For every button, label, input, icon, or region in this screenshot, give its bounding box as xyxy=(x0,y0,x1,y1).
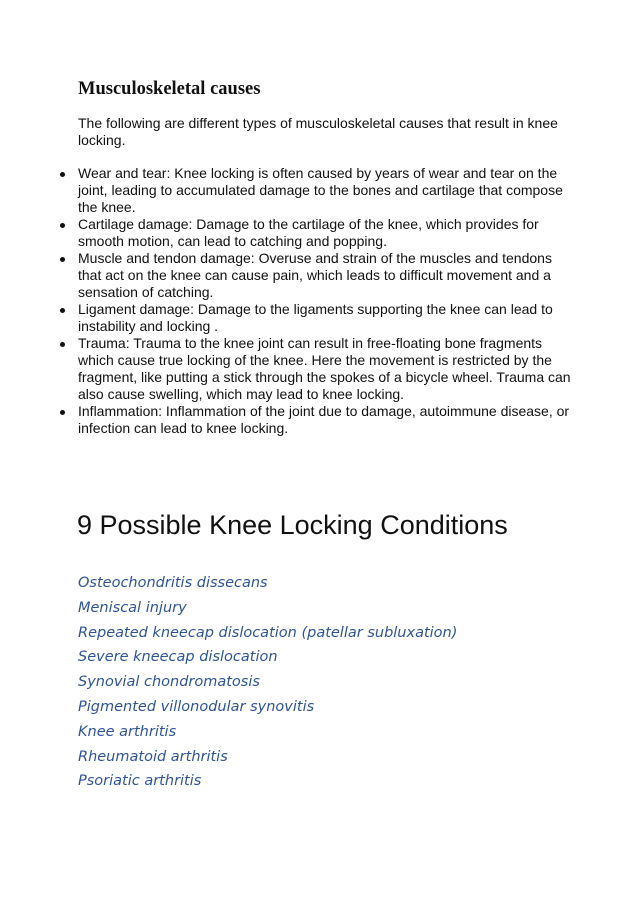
condition-link[interactable]: Synovial chondromatosis xyxy=(78,674,260,691)
condition-link[interactable]: Severe kneecap dislocation xyxy=(78,649,278,666)
list-item xyxy=(78,335,573,403)
condition-link[interactable]: Repeated kneecap dislocation (patellar subluxation) xyxy=(78,624,458,641)
list-item xyxy=(78,165,573,216)
bullet-icon xyxy=(60,257,65,262)
condition-link[interactable]: Meniscal injury xyxy=(78,599,187,616)
condition-link[interactable]: Pigmented villonodular synovitis xyxy=(78,698,315,715)
list-item-text: Ligament damage: Damage to the ligaments supporting the knee can lead to instability and locking . xyxy=(78,301,553,334)
condition-link[interactable]: Osteochondritis dissecans xyxy=(78,575,268,591)
list-item-text: Cartilage damage: Damage to the cartilage of the knee, which provides for smooth motion, can lead to catching and popping. xyxy=(78,216,539,249)
list-item-text: Wear and tear: Knee locking is often caused by years of wear and tear on the joint, leading to accumulated damage to the bones and cartilage that compose the knee. xyxy=(78,165,563,215)
condition-link[interactable]: Rheumatoid arthritis xyxy=(78,748,228,765)
bullet-icon xyxy=(60,308,65,313)
condition-link[interactable]: Psoriatic arthritis xyxy=(78,773,202,790)
condition-link[interactable]: Knee arthritis xyxy=(78,723,177,740)
intro-paragraph: The following are different types of musculoskeletal causes that result in knee locking. xyxy=(78,115,558,148)
list-item-text: Muscle and tendon damage: Overuse and strain of the muscles and tendons that act on the knee can cause pain, which leads to difficult movement and a sensation of catching. xyxy=(78,250,552,300)
bullet-icon xyxy=(60,342,65,347)
conditions-list xyxy=(78,571,457,794)
list-item-text: Trauma: Trauma to the knee joint can result in free-floating bone fragments which cause true locking of the knee. Here the movement is restricted by the fragment, like putting a stick through the spokes of a bicycle wheel. Trauma can also cause swelling, which may lead to knee locking. xyxy=(78,335,571,402)
bullet-icon xyxy=(60,223,65,228)
list-item xyxy=(78,250,573,301)
bullet-icon xyxy=(60,172,65,177)
bullet-icon xyxy=(60,410,65,415)
list-item xyxy=(78,216,573,250)
list-item-text: Inflammation: Inflammation of the joint due to damage, autoimmune disease, or infection can lead to knee locking. xyxy=(78,403,570,436)
section-heading: Musculoskeletal causes xyxy=(78,79,261,99)
causes-list xyxy=(78,165,573,437)
list-item xyxy=(78,403,573,437)
conditions-heading: 9 Possible Knee Locking Conditions xyxy=(77,510,508,540)
list-item xyxy=(78,301,573,335)
